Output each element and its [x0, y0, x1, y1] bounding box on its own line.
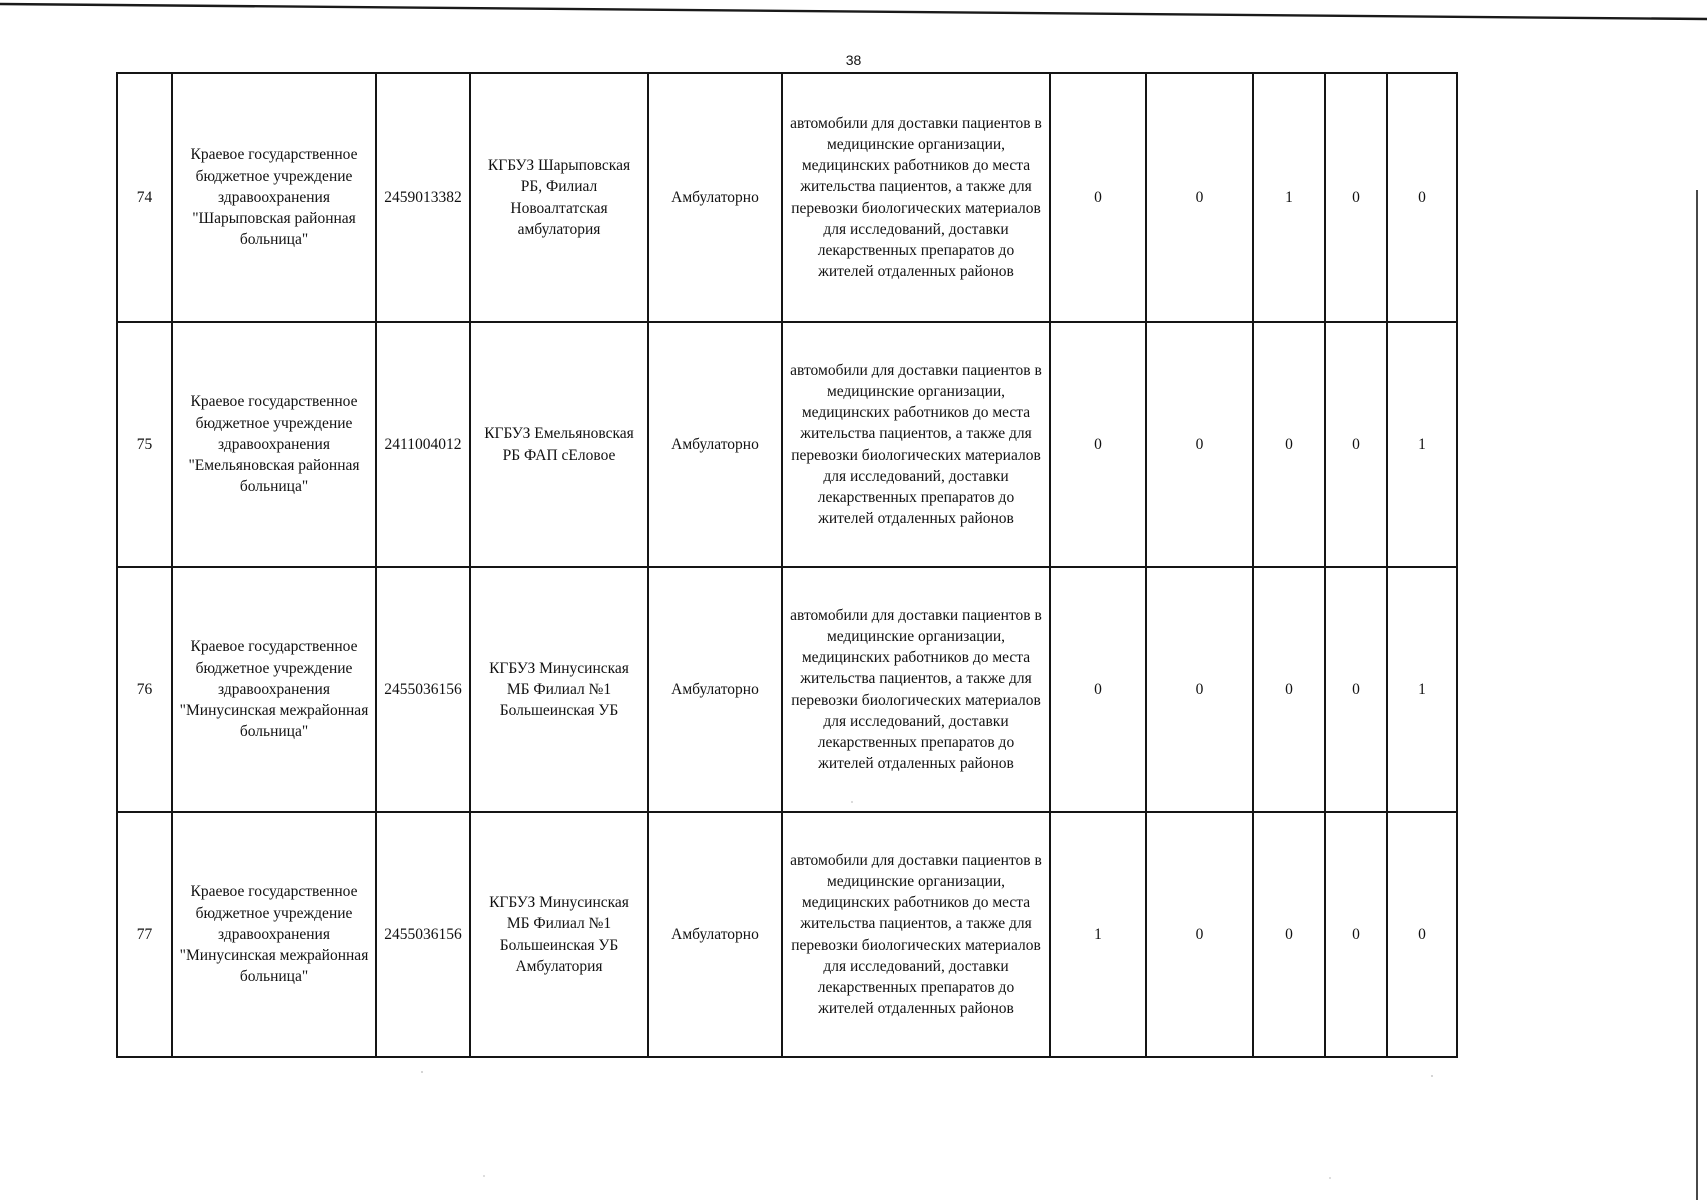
value-cell-1: 0: [1050, 73, 1146, 322]
value-cell-4: 0: [1325, 812, 1387, 1057]
value-cell-5: 0: [1387, 73, 1457, 322]
unit-cell: КГБУЗ Шарыповская РБ, Филиал Новоалтатская амбулатория: [470, 73, 648, 322]
value-cell-1: 0: [1050, 567, 1146, 812]
value-cell-2: 0: [1146, 567, 1253, 812]
row-number-cell: 77: [117, 812, 172, 1057]
vehicle-allocation-table: [116, 72, 1458, 1058]
value-cell-3: 0: [1253, 567, 1325, 812]
inn-cell: 2411004012: [376, 322, 470, 567]
inn-cell: 2459013382: [376, 73, 470, 322]
organization-cell: Краевое государственное бюджетное учреждение здравоохранения "Емельяновская районная больница": [172, 322, 376, 567]
value-cell-5: 1: [1387, 322, 1457, 567]
vehicle-purpose-cell: автомобили для доставки пациентов в медицинские организации, медицинских работников до места жительства пациентов, а также для перевозки биологических материалов для исследований, доставки лекарственных препаратов до жителей отдаленных районов: [782, 73, 1050, 322]
inn-cell: 2455036156: [376, 812, 470, 1057]
value-cell-1: 1: [1050, 812, 1146, 1057]
table-row: [117, 567, 1457, 812]
table-row: [117, 73, 1457, 322]
vehicle-purpose-cell: автомобили для доставки пациентов в медицинские организации, медицинских работников до места жительства пациентов, а также для перевозки биологических материалов для исследований, доставки лекарственных препаратов до жителей отдаленных районов: [782, 567, 1050, 812]
unit-cell: КГБУЗ Емельяновская РБ ФАП сЕловое: [470, 322, 648, 567]
unit-cell: КГБУЗ Минусинская МБ Филиал №1 Большеинская УБ: [470, 567, 648, 812]
row-number-cell: 74: [117, 73, 172, 322]
organization-cell: Краевое государственное бюджетное учреждение здравоохранения "Шарыповская районная больница": [172, 73, 376, 322]
page-number: 38: [845, 52, 862, 68]
table-row: [117, 812, 1457, 1057]
care-condition-cell: Амбулаторно: [648, 567, 782, 812]
value-cell-5: 1: [1387, 567, 1457, 812]
scan-edge-top-line: [0, 0, 1707, 24]
value-cell-4: 0: [1325, 567, 1387, 812]
table-row: [117, 322, 1457, 567]
row-number-cell: 75: [117, 322, 172, 567]
care-condition-cell: Амбулаторно: [648, 73, 782, 322]
value-cell-5: 0: [1387, 812, 1457, 1057]
vehicle-purpose-cell: автомобили для доставки пациентов в медицинские организации, медицинских работников до места жительства пациентов, а также для перевозки биологических материалов для исследований, доставки лекарственных препаратов до жителей отдаленных районов: [782, 812, 1050, 1057]
value-cell-1: 0: [1050, 322, 1146, 567]
value-cell-3: 0: [1253, 322, 1325, 567]
value-cell-4: 0: [1325, 322, 1387, 567]
value-cell-2: 0: [1146, 73, 1253, 322]
value-cell-2: 0: [1146, 322, 1253, 567]
unit-cell: КГБУЗ Минусинская МБ Филиал №1 Большеинская УБ Амбулатория: [470, 812, 648, 1057]
inn-cell: 2455036156: [376, 567, 470, 812]
row-number-cell: 76: [117, 567, 172, 812]
value-cell-2: 0: [1146, 812, 1253, 1057]
organization-cell: Краевое государственное бюджетное учреждение здравоохранения "Минусинская межрайонная больница": [172, 812, 376, 1057]
value-cell-3: 0: [1253, 812, 1325, 1057]
care-condition-cell: Амбулаторно: [648, 812, 782, 1057]
vehicle-purpose-cell: автомобили для доставки пациентов в медицинские организации, медицинских работников до места жительства пациентов, а также для перевозки биологических материалов для исследований, доставки лекарственных препаратов до жителей отдаленных районов: [782, 322, 1050, 567]
value-cell-4: 0: [1325, 73, 1387, 322]
value-cell-3: 1: [1253, 73, 1325, 322]
scan-edge-right-line: [1694, 190, 1700, 1200]
organization-cell: Краевое государственное бюджетное учреждение здравоохранения "Минусинская межрайонная больница": [172, 567, 376, 812]
care-condition-cell: Амбулаторно: [648, 322, 782, 567]
